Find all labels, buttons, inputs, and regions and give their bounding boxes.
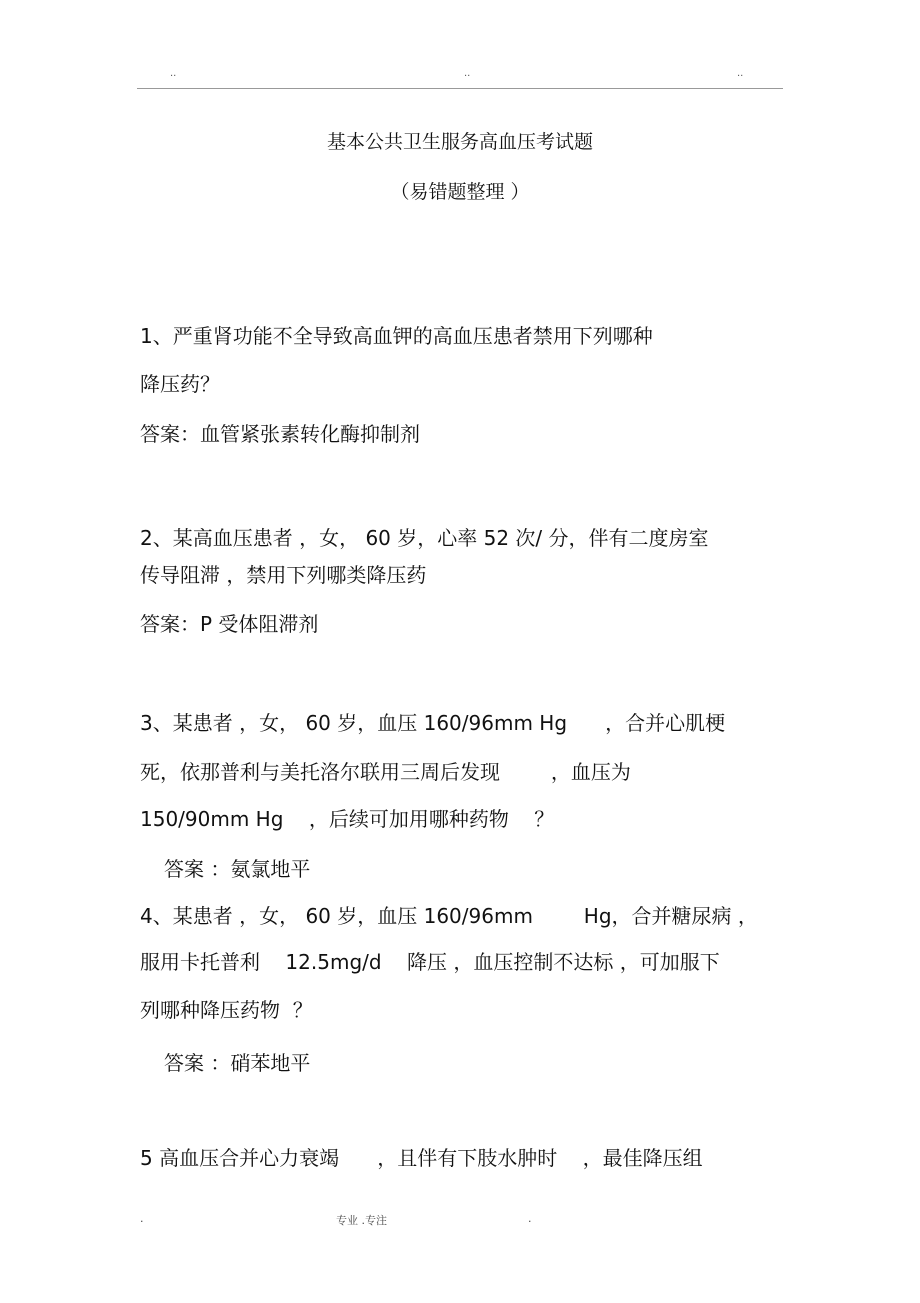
header-rule [137,88,783,89]
question-text-line: 死，依那普利与美托洛尔联用三周后发现 ，血压为 [140,760,631,784]
header-dots-right: .. [737,68,744,79]
document-subtitle: （易错题整理 ） [390,181,530,203]
header-dots-center: .. [464,68,471,79]
question-text-line: 4、某患者 ，女， 60 岁，血压 160/96mm Hg，合并糖尿病 ， [140,904,758,928]
footer-label: 专业 .专注 [336,1214,387,1227]
document-title: 基本公共卫生服务高血压考试题 [326,131,593,153]
question-text-line: 3、某患者 ，女， 60 岁，血压 160/96mm Hg ，合并心肌梗 [140,711,726,735]
footer-dot-right: . [528,1212,532,1225]
question-text-line: 降压药？ [140,372,220,396]
question-text-line: 2、某高血压患者 ，女， 60 岁，心率 52 次/ 分，伴有二度房室 [140,526,709,550]
question-text-line: 1、严重肾功能不全导致高血钾的高血压患者禁用下列哪种 [140,324,653,348]
header-dots-left: .. [170,68,177,79]
question-text-line: 列哪种降压药物 ？ [140,998,313,1022]
question-text-line: 5 高血压合并心力衰竭 ，且伴有下肢水肿时 ，最佳降压组 [140,1146,703,1170]
question-text-line: 服用卡托普利 12.5mg/d 降压 ，血压控制不达标 ，可加服下 [140,950,720,974]
footer-dot-left: . [140,1212,144,1225]
question-text-line: 150/90mm Hg ，后续可加用哪种药物 ？ [140,807,555,831]
question-text-line: 传导阻滞 ，禁用下列哪类降压药 [140,563,427,587]
answer-text: 答案：P 受体阻滞剂 [140,612,319,636]
answer-text: 答案：血管紧张素转化酶抑制剂 [140,422,420,446]
answer-text: 答案 ：硝苯地平 [164,1051,311,1075]
answer-text: 答案 ：氨氯地平 [164,857,311,881]
